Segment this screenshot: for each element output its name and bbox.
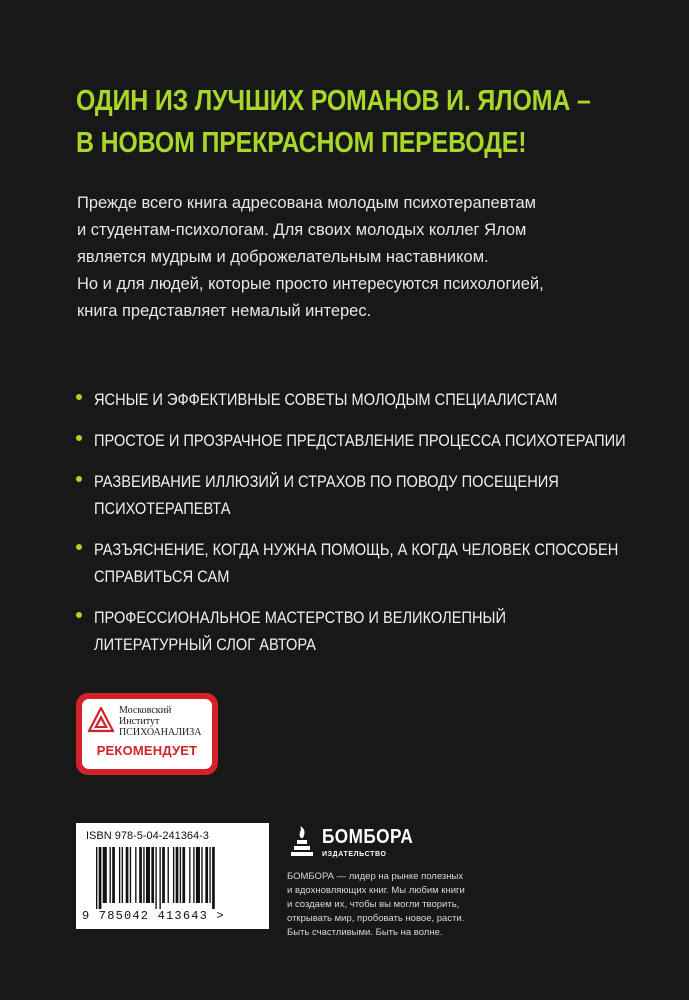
intro-line: Прежде всего книга адресована молодым психотерапевтам [77, 194, 537, 212]
barcode-bar [212, 847, 215, 909]
barcode-bar [143, 847, 144, 903]
feature-text [94, 468, 662, 522]
barcode-bar [155, 847, 156, 909]
isbn-number: ISBN 978-5-04-241364-3 [86, 830, 209, 842]
intro-line: книга представляет немалый интерес. [77, 302, 372, 320]
intro-paragraph [77, 190, 637, 325]
barcode-bar [146, 847, 150, 903]
barcode-bar [176, 847, 179, 903]
barcode-bar [135, 847, 136, 903]
barcode-bar [205, 847, 208, 903]
badge-text-line: Московский [119, 705, 172, 716]
barcode-bar [209, 847, 210, 903]
feature-line: ПРОФЕССИОНАЛЬНОЕ МАСТЕРСТВО И ВЕЛИКОЛЕПНЫЙ [94, 608, 506, 627]
publisher-description-line: Быть счастливыми. Быть на волне. [287, 927, 443, 938]
feature-line: РАЗЪЯСНЕНИЕ, КОГДА НУЖНА ПОМОЩЬ, А КОГДА ЧЕЛОВЕК СПОСОБЕН [94, 540, 619, 559]
feature-text [94, 604, 662, 658]
publisher-description-line: открывать мир, пробовать новое, расти. [287, 913, 465, 924]
bullet-dot-icon [76, 476, 82, 482]
barcode-bar [151, 847, 154, 903]
headline [76, 80, 591, 164]
institute-logo-icon [88, 707, 114, 733]
barcode-bar [112, 847, 115, 903]
barcode-bar [182, 847, 185, 903]
feature-item [76, 386, 676, 413]
intro-line: Но и для людей, которые просто интересуются психологией, [77, 275, 544, 293]
barcode-bar [110, 847, 111, 903]
barcode-bar [189, 847, 190, 903]
publisher-name: БОМБОРА [322, 826, 414, 848]
feature-text [94, 536, 662, 590]
barcode-bar [196, 847, 200, 903]
barcode-bar [126, 847, 129, 903]
barcode-block [76, 823, 269, 929]
badge-recommend: РЕКОМЕНДУЕТ [96, 743, 198, 758]
barcode-bar [159, 847, 160, 909]
feature-line: СПРАВИТЬСЯ САМ [94, 567, 230, 586]
bullet-dot-icon [76, 544, 82, 550]
bullet-dot-icon [76, 435, 82, 441]
bombora-logo-icon [287, 826, 317, 858]
barcode-bar [96, 847, 97, 909]
publisher-description-line: и создаем их, чтобы вы могли творить, [287, 899, 460, 910]
feature-line: ПСИХОТЕРАПЕВТА [94, 499, 231, 518]
bullet-dot-icon [76, 612, 82, 618]
bullet-dot-icon [76, 394, 82, 400]
barcode-bar [180, 847, 181, 903]
headline-line: ОДИН ИЗ ЛУЧШИХ РОМАНОВ И. ЯЛОМА – [76, 85, 591, 117]
feature-line: ПРОСТОЕ И ПРОЗРАЧНОЕ ПРЕДСТАВЛЕНИЕ ПРОЦЕССА ПСИХОТЕРАПИИ [94, 431, 626, 450]
intro-line: является мудрым и доброжелательным наставником. [77, 248, 489, 266]
barcode-bar [99, 847, 102, 909]
feature-item [76, 468, 676, 522]
barcode-bar [173, 847, 174, 903]
badge-panel [82, 699, 212, 769]
feature-item [76, 604, 676, 658]
barcode-bar [119, 847, 120, 903]
barcode-bar [130, 847, 131, 903]
recommendation-badge [76, 693, 218, 775]
badge-text-line: ПСИХОАНАЛИЗА [119, 727, 202, 738]
barcode-bars [96, 847, 258, 909]
feature-line: ЯСНЫЕ И ЭФФЕКТИВНЫЕ СОВЕТЫ МОЛОДЫМ СПЕЦИАЛИСТАМ [94, 390, 558, 409]
publisher-subtitle: ИЗДАТЕЛЬСТВО [322, 851, 387, 858]
publisher-description [287, 870, 517, 940]
publisher-description-line: и вдохновляющих книг. Мы любим книги [287, 885, 465, 896]
publisher-description-line: БОМБОРА — лидер на рынке полезных [287, 871, 464, 882]
feature-item [76, 427, 676, 454]
feature-list [76, 386, 676, 672]
barcode-bar [139, 847, 142, 903]
feature-text [94, 386, 662, 413]
feature-item [76, 536, 676, 590]
feature-line: РАЗВЕИВАНИЕ ИЛЛЮЗИЙ И СТРАХОВ ПО ПОВОДУ ПОСЕЩЕНИЯ [94, 472, 559, 491]
barcode-bar [193, 847, 194, 903]
feature-line: ЛИТЕРАТУРНЫЙ СЛОГ АВТОРА [94, 635, 316, 654]
headline-line: В НОВОМ ПРЕКРАСНОМ ПЕРЕВОДЕ! [76, 127, 527, 159]
feature-text [94, 427, 662, 454]
badge-text-line: Институт [119, 716, 160, 727]
intro-line: и студентам-психологам. Для своих молодых коллег Ялом [77, 221, 527, 239]
barcode-bar [122, 847, 123, 903]
ean-digits: 9 785042 413643 > [82, 909, 225, 923]
barcode-bar [168, 847, 169, 903]
barcode-bar [162, 847, 165, 903]
barcode-bar [201, 847, 202, 903]
barcode-bar [103, 847, 107, 903]
